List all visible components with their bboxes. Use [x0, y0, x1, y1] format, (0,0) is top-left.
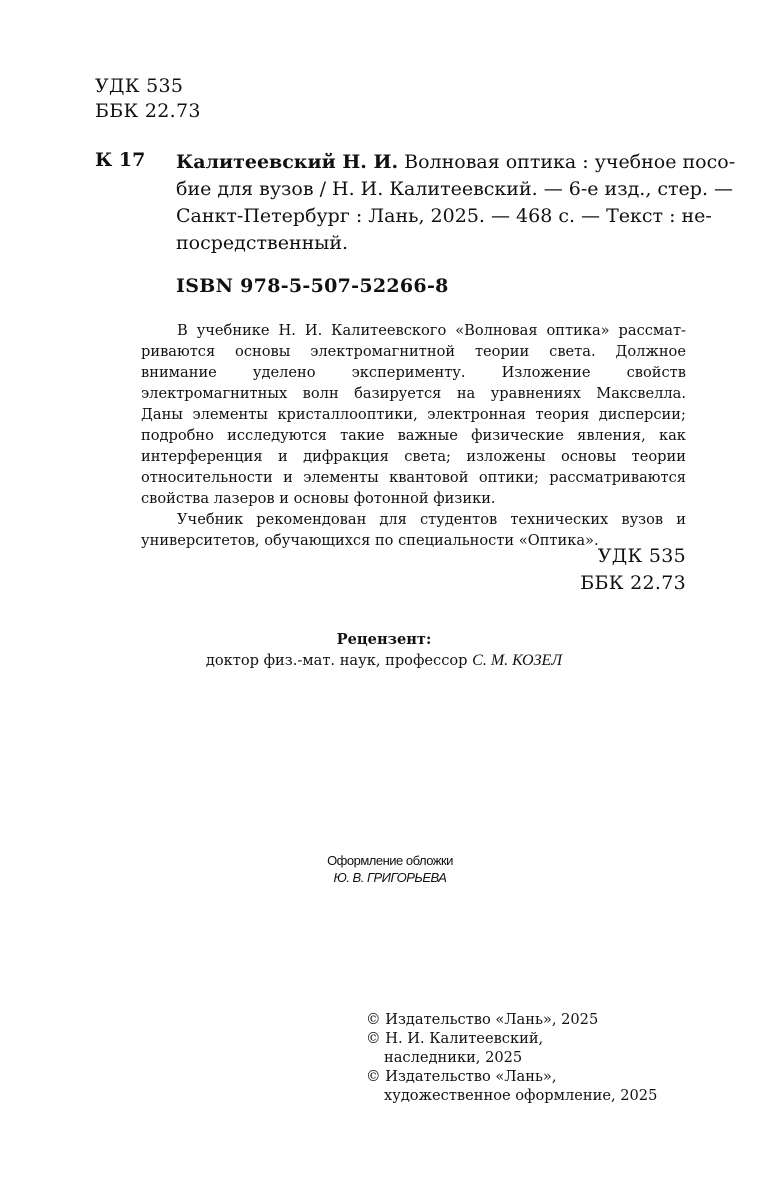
abstract-word: технических — [510, 511, 609, 528]
abstract-word: на — [456, 385, 476, 402]
abstract-word: базируется — [354, 385, 442, 402]
cover-designer: Ю. В. ГРИГОРЬЕВА — [333, 870, 447, 885]
abstract-word: основы — [560, 448, 617, 465]
entry-line-4: посредственный. — [176, 232, 349, 254]
udk-block-top — [95, 74, 201, 124]
abstract-word: Должное — [615, 343, 686, 360]
copyright-line: © Н. И. Калитеевский, — [366, 1030, 544, 1047]
copyright-line: © Издательство «Лань», — [366, 1068, 557, 1085]
abstract-word: оптика» — [546, 322, 610, 339]
bbk-code: ББК 22.73 — [95, 100, 201, 122]
abstract-word: рассмат- — [618, 322, 686, 339]
abstract-word: электромагнитных — [141, 385, 288, 402]
abstract-word: учебнике — [196, 322, 270, 339]
abstract-word: и — [283, 469, 293, 486]
abstract-word: кристаллооптики, — [277, 406, 418, 423]
abstract-word: дисперсии; — [598, 406, 686, 423]
abstract-word: внимание — [141, 364, 217, 381]
abstract-word: относительности — [141, 469, 273, 486]
abstract-word: Даны — [141, 406, 183, 423]
abstract-word: теория — [535, 406, 590, 423]
abstract-word: электромагнитной — [310, 343, 456, 360]
abstract-word: изложены — [466, 448, 546, 465]
abstract-word: исследуются — [227, 427, 327, 444]
copyright-line: © Издательство «Лань», 2025 — [366, 1011, 599, 1028]
abstract-line — [141, 404, 686, 425]
reviewer-label: Рецензент: — [336, 631, 432, 648]
abstract-word: интерференция — [141, 448, 263, 465]
abstract-word: для — [379, 511, 407, 528]
copyright-line: наследники, 2025 — [384, 1049, 523, 1066]
reviewer-name: С. М. КОЗЕЛ — [472, 652, 563, 669]
abstract-word: студентов — [419, 511, 498, 528]
cover-design-credit — [240, 852, 540, 886]
abstract-word: важные — [397, 427, 458, 444]
abstract-word: И. — [304, 322, 323, 339]
abstract-word: подробно — [141, 427, 214, 444]
abstract-line: университетов, обучающихся по специальности «Оптика». — [141, 532, 599, 549]
abstract-word: уделено — [252, 364, 316, 381]
abstract-line — [141, 446, 686, 467]
abstract-word: оптики; — [478, 469, 539, 486]
abstract-word: света. — [549, 343, 596, 360]
reviewer-text: доктор физ.-мат. наук, профессор — [205, 652, 473, 669]
bibliographic-entry — [176, 149, 736, 257]
abstract-line: свойства лазеров и основы фотонной физики. — [141, 490, 496, 507]
abstract-word: и — [676, 511, 686, 528]
abstract-word: явления, — [577, 427, 646, 444]
abstract-word: света; — [404, 448, 451, 465]
abstract-word: эксперименту. — [351, 364, 466, 381]
udk-code: УДК 535 — [95, 75, 184, 97]
title-text: Волновая оптика : учебное посо- — [398, 151, 736, 173]
abstract-word: теории — [474, 343, 530, 360]
abstract-word: Учебник — [177, 511, 244, 528]
author-sign: К 17 — [95, 149, 146, 171]
abstract-line — [141, 509, 686, 530]
entry-line-2: бие для вузов / Н. И. Калитеевский. — 6-е изд., стер. — — [176, 178, 734, 200]
abstract-word: такие — [340, 427, 385, 444]
abstract-word: рассматриваются — [549, 469, 686, 486]
abstract-word: свойств — [626, 364, 686, 381]
abstract-word: электронная — [427, 406, 526, 423]
entry-line-3: Санкт-Петербург : Лань, 2025. — 468 с. — Текст : не- — [176, 205, 712, 227]
abstract-line — [141, 341, 686, 362]
abstract-line — [141, 362, 686, 383]
isbn: ISBN 978-5-507-52266-8 — [176, 275, 449, 297]
udk-code: УДК 535 — [597, 545, 686, 567]
abstract-word: элементы — [303, 469, 379, 486]
abstract-line — [141, 320, 686, 341]
abstract-word: В — [177, 322, 188, 339]
abstract-word: квантовой — [389, 469, 469, 486]
abstract-word: волн — [302, 385, 339, 402]
bbk-code: ББК 22.73 — [580, 572, 686, 594]
abstract-word: Максвелла. — [596, 385, 686, 402]
abstract-word: Изложение — [501, 364, 591, 381]
abstract-word: элементы — [192, 406, 268, 423]
abstract-line — [141, 425, 686, 446]
reviewer-block — [0, 629, 768, 671]
abstract-word: и — [278, 448, 288, 465]
abstract-word: риваются — [141, 343, 216, 360]
abstract — [141, 320, 686, 551]
abstract-word: «Волновая — [455, 322, 538, 339]
abstract-word: как — [658, 427, 686, 444]
abstract-word: уравнениях — [490, 385, 581, 402]
abstract-word: рекомендован — [256, 511, 367, 528]
entry-line-1 — [176, 149, 736, 176]
copyright-line: художественное оформление, 2025 — [384, 1087, 658, 1104]
abstract-word: Калитеевского — [331, 322, 447, 339]
abstract-word: теории — [631, 448, 686, 465]
author-name: Калитеевский Н. И. — [176, 151, 399, 173]
abstract-word: дифракция — [303, 448, 389, 465]
abstract-word: вузов — [621, 511, 664, 528]
abstract-word: основы — [235, 343, 291, 360]
abstract-word: физические — [471, 427, 564, 444]
abstract-word: Н. — [278, 322, 296, 339]
abstract-line — [141, 467, 686, 488]
udk-block-bottom — [580, 543, 686, 597]
copyright-block — [366, 1010, 657, 1105]
abstract-line — [141, 383, 686, 404]
cover-label: Оформление обложки — [327, 853, 453, 868]
